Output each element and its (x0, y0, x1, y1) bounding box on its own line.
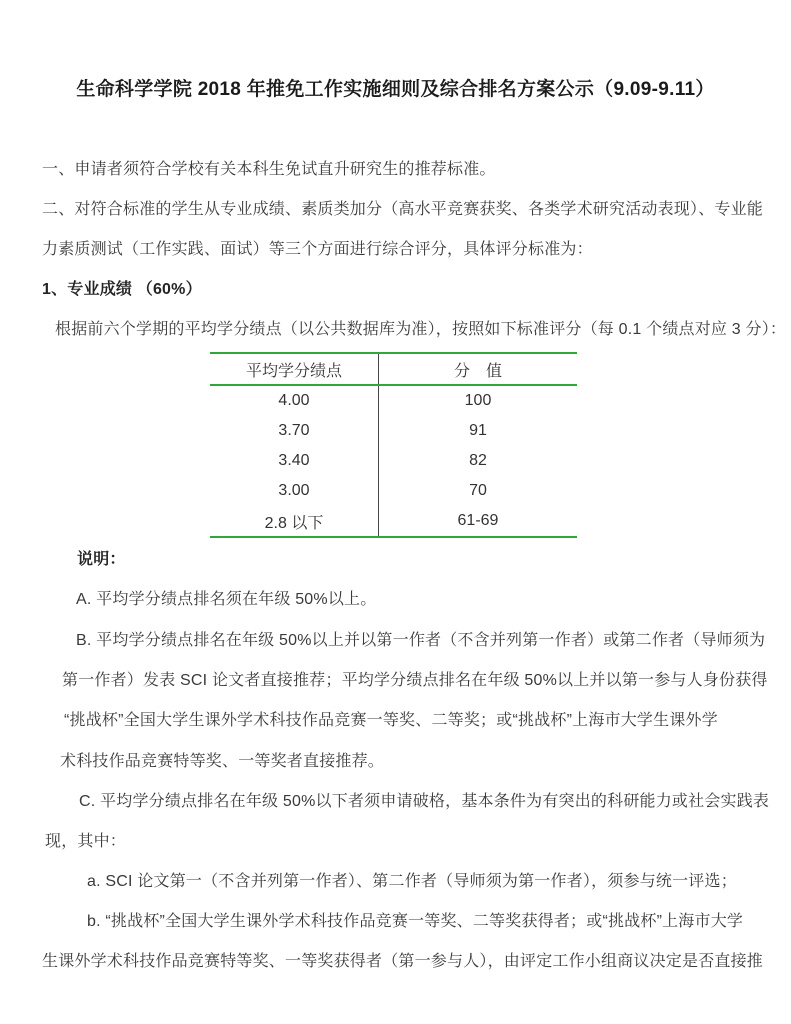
note-c-item-b-line-2: 生课外学术科技作品竞赛特等奖、一等奖获得者（第一参与人），由评定工作小组商议决定是否直接推 (42, 953, 764, 970)
gpa-cell: 3.70 (210, 416, 379, 446)
score-cell: 91 (469, 422, 487, 439)
note-b-line-4: 术科技作品竞赛特等奖、一等奖者直接推荐。 (60, 753, 385, 770)
note-c-line-2: 现，其中： (45, 833, 127, 850)
rule-2-line-2: 力素质测试（工作实践、面试）等三个方面进行综合评分，具体评分标准为： (42, 241, 593, 258)
note-b-line-1: B. 平均学分绩点排名在年级 50%以上并以第一作者（不含并列第一作者）或第二作者（导师须为 (76, 632, 766, 649)
gpa-cell: 3.00 (210, 476, 379, 506)
gpa-cell: 2.8 以下 (210, 506, 379, 537)
rule-1-line: 一、申请者须符合学校有关本科生免试直升研究生的推荐标准。 (42, 161, 496, 178)
note-b-line-3: “挑战杯”全国大学生课外学术科技作品竞赛一等奖、二等奖；或“挑战杯”上海市大学生课外学 (64, 712, 718, 729)
score-cell: 70 (469, 482, 487, 499)
section-1-heading: 1、专业成绩 （60%） (42, 281, 202, 298)
table-row (210, 385, 577, 416)
table-row (210, 506, 577, 537)
note-c-item-b-line-1: b. “挑战杯”全国大学生课外学术科技作品竞赛一等奖、二等奖获得者；或“挑战杯”上海市大学 (87, 913, 744, 930)
note-c-item-a-line: a. SCI 论文第一（不含并列第一作者）、第二作者（导师须为第一作者），须参与统一评选； (87, 873, 737, 890)
table-header-score: 分 值 (379, 353, 578, 385)
note-a-line: A. 平均学分绩点排名须在年级 50%以上。 (76, 591, 377, 608)
table-header-row (210, 353, 577, 385)
rule-2-line-1: 二、对符合标准的学生从专业成绩、素质类加分（高水平竞赛获奖、各类学术研究活动表现）、专业能 (42, 201, 764, 218)
gpa-intro-line: 根据前六个学期的平均学分绩点（以公共数据库为准），按照如下标准评分（每 0.1 个绩点对应 3 分）： (55, 321, 787, 338)
table-header-gpa: 平均学分绩点 (210, 353, 379, 385)
document-title: 生命科学学院 2018 年推免工作实施细则及综合排名方案公示（9.09-9.11） (76, 79, 715, 100)
note-c-line-1: C. 平均学分绩点排名在年级 50%以下者须申请破格，基本条件为有突出的科研能力或社会实践表 (79, 793, 770, 810)
table-row (210, 476, 577, 506)
gpa-score-table (210, 352, 577, 538)
note-b-line-2: 第一作者）发表 SCI 论文者直接推荐；平均学分绩点排名在年级 50%以上并以第一参与人身份获得 (62, 672, 768, 689)
score-cell: 100 (464, 392, 492, 409)
table-row (210, 446, 577, 476)
table-row (210, 416, 577, 446)
score-cell: 82 (469, 452, 487, 469)
notes-heading: 说明： (77, 551, 126, 568)
score-cell: 61-69 (457, 512, 499, 529)
gpa-cell: 3.40 (210, 446, 379, 476)
gpa-cell: 4.00 (210, 385, 379, 416)
